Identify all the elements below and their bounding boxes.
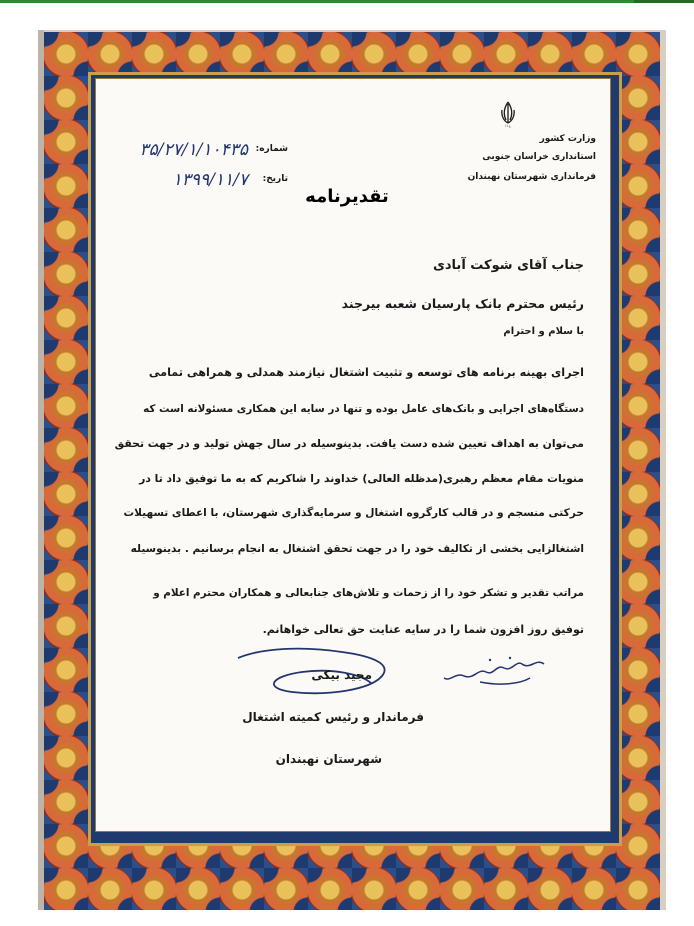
number-label: شماره:: [255, 144, 288, 154]
body-line: توفیق روز افزون شما را در سایه عنایت حق تعالی خواهانم.: [262, 623, 584, 636]
date-label: تاریخ:: [262, 174, 288, 184]
iran-emblem-icon: [497, 100, 519, 128]
body-line: اجرای بهینه برنامه های توسعه و تثبیت اشتغال نیازمند همدلی و همراهی تمامی: [148, 366, 584, 379]
body-line: می‌توان به اهداف تعیین شده دست یافت. بدینوسیله در سال جهش تولید و در جهت تحقق: [114, 437, 584, 450]
document-title: تقدیرنامه: [305, 186, 389, 207]
top-accent-bar: [0, 0, 694, 3]
handwritten-note: [440, 650, 550, 690]
county-office: فرمانداری شهرستان نهبندان: [467, 172, 596, 182]
body-line: اشتغالزایی بخشی از تکالیف خود را در جهت تحقق اشتغال به انجام برسانیم . بدینوسیله: [130, 543, 584, 555]
body-line: منویات مقام معظم رهبری(مدظله العالی) خداوند را شاکریم که به ما توفیق داد تا در: [139, 472, 584, 485]
letter-number: [118, 140, 288, 160]
date-value: ۱۳۹۹/۱۱/۷: [172, 170, 248, 190]
signer-title: فرماندار و رئیس کمیته اشتغال: [242, 710, 424, 724]
signer-name: مجید بیکی: [311, 668, 372, 682]
number-value: ۳۵/۲۷/۱/۱۰۴۳۵: [139, 140, 248, 160]
svg-text:ج.ا.ا: ج.ا.ا: [505, 124, 511, 128]
salutation: با سلام و احترام: [503, 326, 584, 337]
body-line: حرکتی منسجم و در قالب کارگروه اشتغال و سرمایه‌گذاری شهرستان، با اعطای تسهیلات: [123, 507, 584, 519]
ministry-name: وزارت کشور: [539, 134, 596, 144]
recipient-position: رئیس محترم بانک پارسیان شعبه بیرجند: [341, 296, 584, 311]
body-line: مراتب تقدیر و تشکر خود را از زحمات و تلاش‌های جنابعالی و همکاران محترم اعلام و: [153, 587, 584, 599]
province-office: استانداری خراسان جنوبی: [482, 152, 596, 162]
top-accent-bar-dark: [634, 0, 694, 3]
recipient-name: جناب آقای شوکت آبادی: [432, 258, 584, 273]
signer-county: شهرستان نهبندان: [275, 752, 382, 766]
body-line: دستگاه‌های اجرایی و بانک‌های عامل بوده و تنها در سایه این همکاری مسئولانه است که: [143, 403, 584, 415]
